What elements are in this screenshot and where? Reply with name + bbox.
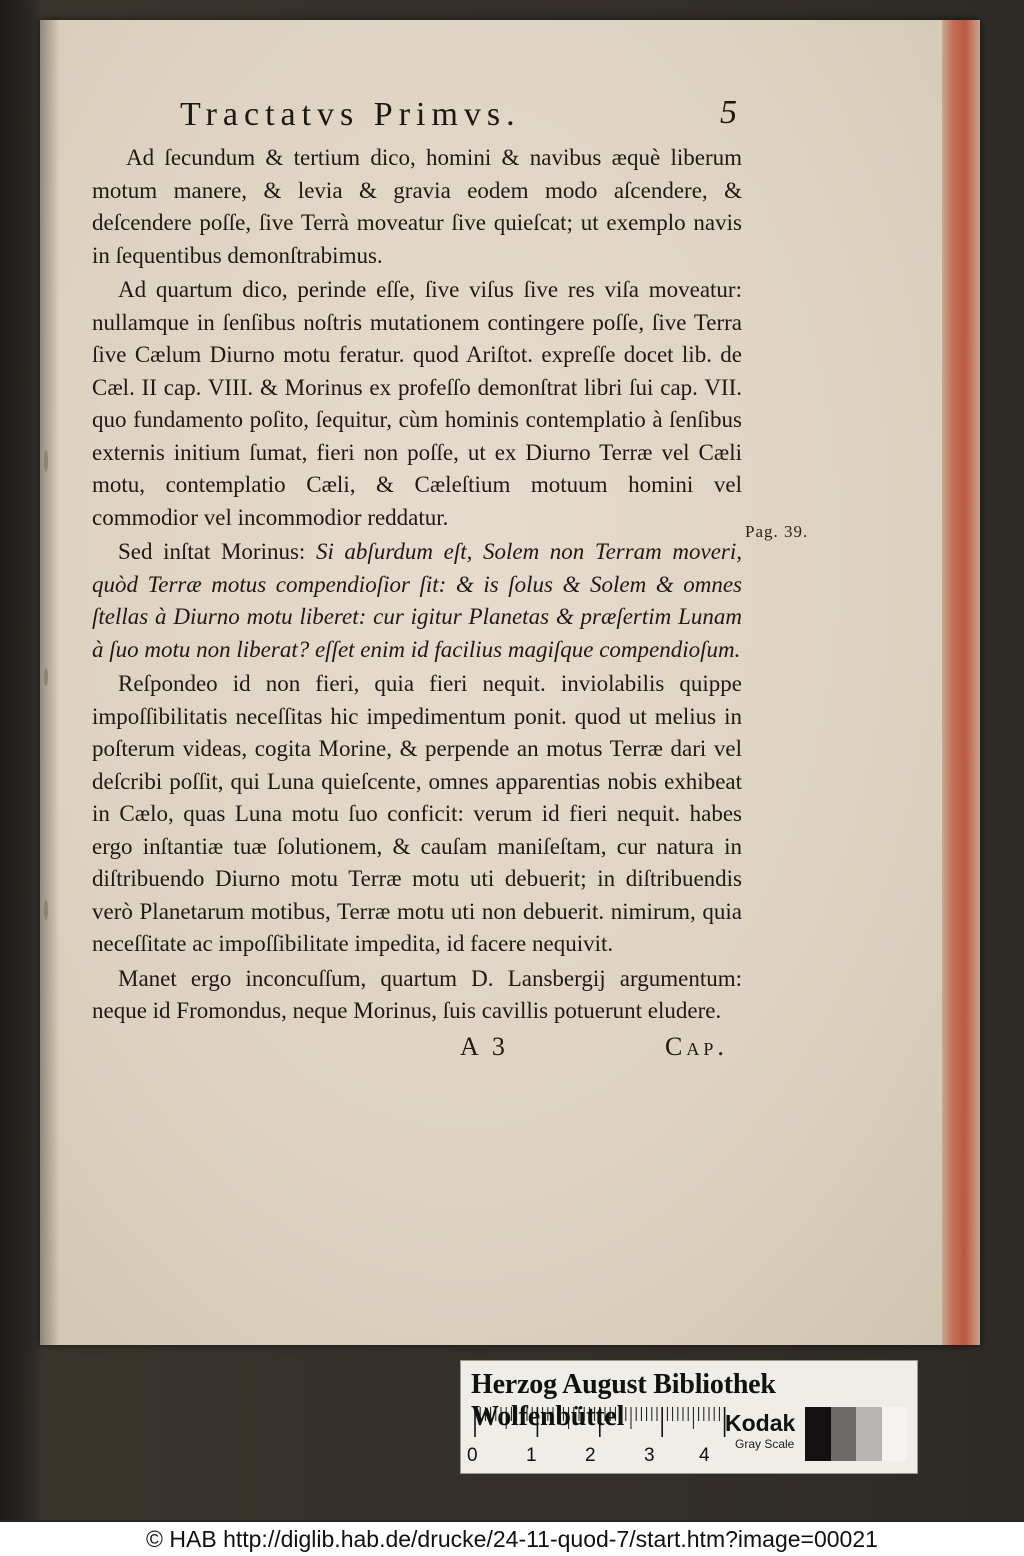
page-number: 5 (720, 94, 737, 131)
page-footer (460, 1032, 760, 1072)
objection-intro: Sed inſtat Morinus: (118, 539, 306, 564)
ruler-number: 0 (467, 1445, 478, 1466)
catchword: Cap. (665, 1032, 728, 1061)
ruler-number: 3 (644, 1445, 655, 1466)
marginal-note: Pag. 39. (745, 522, 809, 541)
red-page-edge (942, 20, 980, 1345)
gray-swatch (831, 1407, 857, 1461)
running-title: Tractatvs Primvs. (180, 96, 521, 133)
kodak-logo: Kodak (725, 1410, 796, 1436)
copyright-footer: © HAB http://diglib.hab.de/drucke/24-11-quod-7/start.htm?image=00021 (0, 1522, 1024, 1556)
institution-label: Herzog August Bibliothek Wolfenbüttel (471, 1369, 776, 1432)
gray-swatch (856, 1407, 882, 1461)
page-body (92, 142, 742, 1030)
paragraph-3: Reſpondeo id non fieri, quia fieri nequit. inviolabilis quippe impoſſibilitatis neceſſitas hic impedimentum ponit. quod ut melius in poſterum videas, cogita Morine, & perpende an motus Terræ dari vel deſcribi poſſit, qui Luna quieſcente, omnes apparentias nobis exhibeat in Cælo, quas Luna motu ſuo conficit: verum id fieri nequit. habes ergo inſtantiæ tuæ ſolutionem, & cauſam maniſeſtam, cur natura in diſtribuendo Diurno motu Terræ motu uti debuerit; in diſtribuendis verò Planetarum motibus, Terræ motu uti non debuerit. nimirum, quia neceſſitate ac impoſſibilitate impedita, id facere nequivit. (92, 671, 742, 956)
gray-scale-label: Gray Scale (735, 1437, 795, 1451)
objection-quote: Si abſurdum eſt, Solem non Terram moveri, quòd Terræ motus compendioſior ſit: & is ſolus & Solem & omnes ſtellas à Diurno motu liberet: cur igitur Planetas & præſertim Lunam à ſuo motu non liberat? eſſet enim id facilius magiſque compendioſum. (92, 539, 743, 662)
running-header (140, 80, 760, 140)
gray-swatches (805, 1407, 907, 1461)
binding-mark (44, 450, 48, 472)
binding-mark (44, 668, 48, 686)
ruler-scale (471, 1407, 731, 1437)
signature-mark: A 3 (460, 1032, 509, 1061)
ruler-number: 1 (526, 1445, 537, 1466)
gray-swatch (805, 1407, 831, 1461)
paragraph-1: Ad ſecundum & tertium dico, homini & navibus æquè liberum motum manere, & levia & gravia eodem modo aſcendere, & deſcendere poſſe, ſive Terrà moveatur ſive quieſcat; ut exemplo navis in ſequentibus demonſtrabimus. (92, 145, 742, 268)
ruler-numbers (467, 1445, 731, 1467)
paragraph-objection (92, 536, 742, 666)
page-binding-shadow (40, 20, 60, 1345)
ruler-number: 2 (585, 1445, 596, 1466)
binding-mark (44, 900, 48, 920)
paragraph-2: Ad quartum dico, perinde eſſe, ſive viſus ſive res viſa moveatur: nullamque in ſenſibus noſtris mutationem contingere poſſe, ſive Terra ſive Cælum Diurno motu feratur. quod Ariſtot. expreſſe docet lib. de Cæl. II cap. VIII. & Morinus ex profeſſo demonſtrat libri ſui cap. VII. quo fundamento poſito, ſequitur, cùm hominis contemplatio à ſenſibus externis initium ſumat, fieri non poſſe, ut ex Diurno Terræ vel Cæli motu, contemplatio Cæli, & Cæleſtium motuum homini vel commodior vel incommodior reddatur. (92, 277, 742, 530)
color-calibration-bar (460, 1360, 918, 1474)
gray-swatch (882, 1407, 908, 1461)
paragraph-4: Manet ergo inconcuſſum, quartum D. Lansbergij argumentum: neque id Fromondus, neque Morinus, ſuis cavillis potuerunt eludere. (92, 965, 742, 1023)
ruler-number: 4 (699, 1445, 710, 1466)
